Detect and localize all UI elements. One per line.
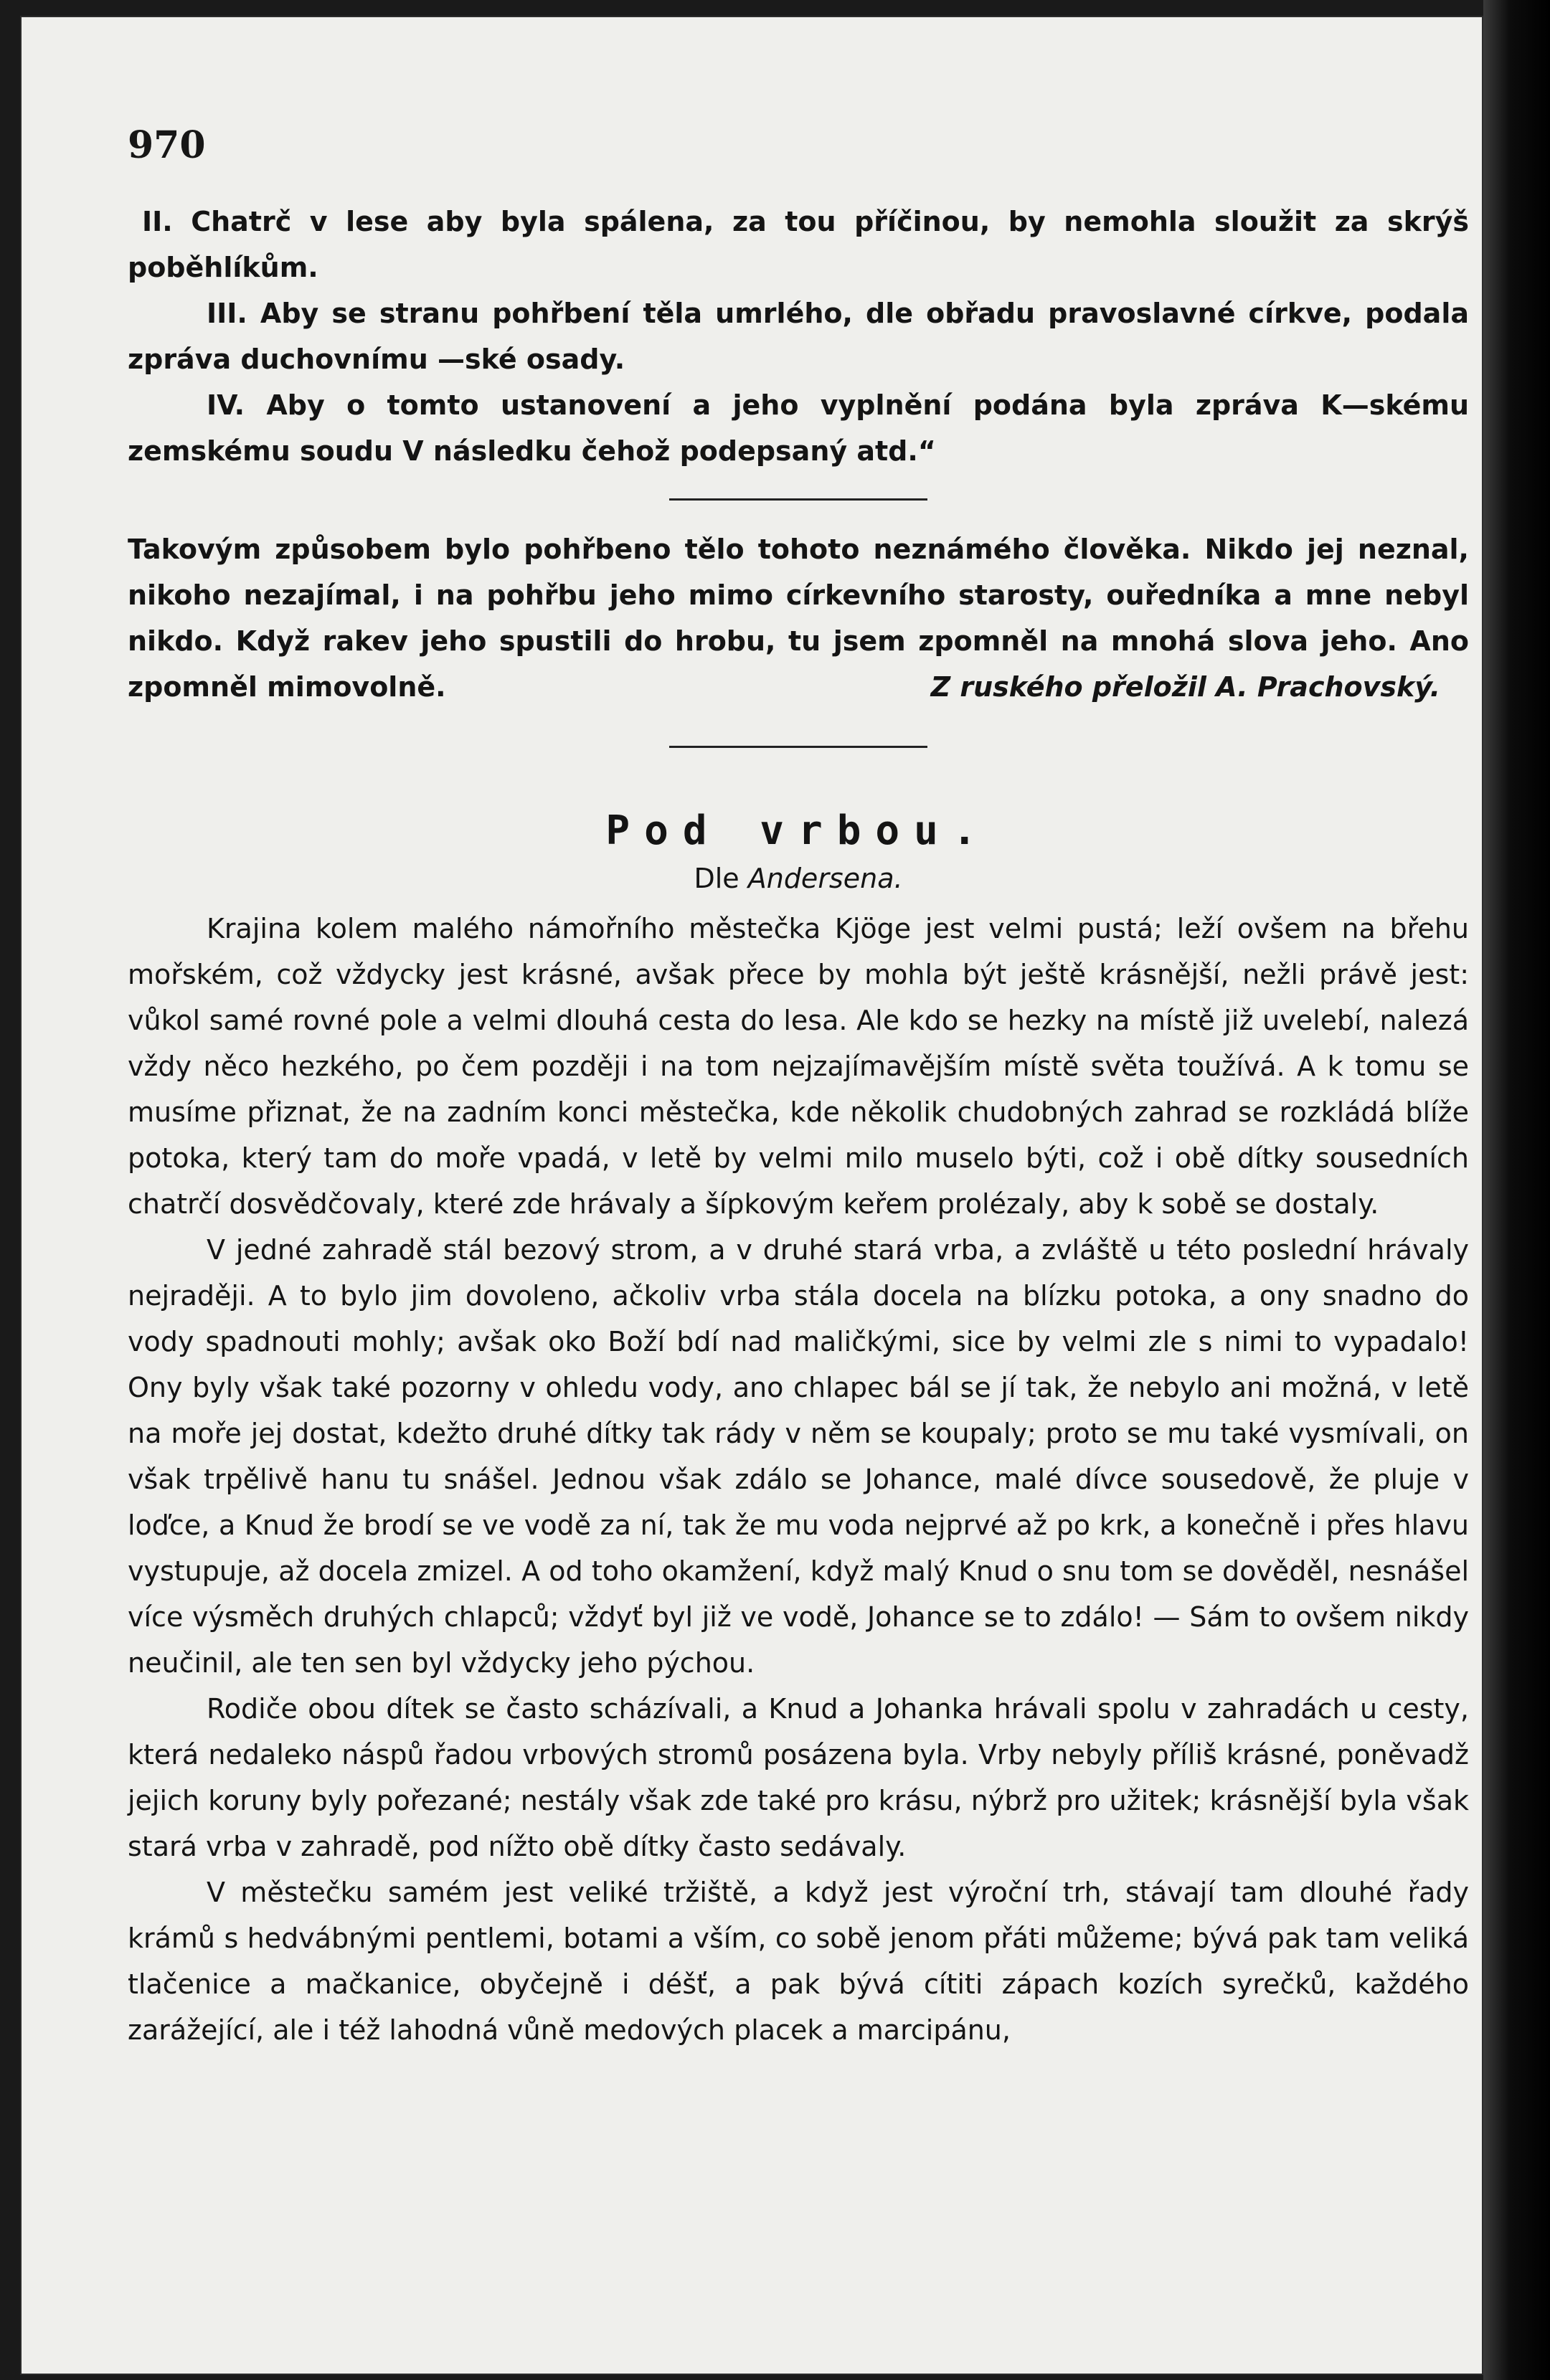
story-divider bbox=[669, 746, 927, 748]
subtitle-author: Andersena. bbox=[747, 863, 903, 894]
scanned-page bbox=[20, 16, 1483, 2375]
story1-attribution: Z ruského přeložil A. Prachovský. bbox=[930, 671, 1440, 703]
decree-item-4: IV. Aby o tomto ustanovení a jeho vyplnění podána byla zpráva K—skému zemskému soudu V následku čehož podepsaný atd.“ bbox=[128, 389, 1469, 467]
story2-paragraph: Krajina kolem malého námořního městečka Kjöge jest velmi pustá; leží ovšem na břehu mořském, což vždycky jest krásné, avšak přece by mohla být ještě krásnější, nežli právě jest: vůkol samé rovné pole a velmi dlouhá cesta do lesa. Ale kdo se hezky na místě již uvelebí, nalezá vždy něco hezkého, po čem později i na tom nejzajímavějším místě světa toužívá. A k tomu se musíme přiznat, že na zadním konci městečka, kde několik chudobných zahrad se rozkládá blíže potoka, který tam do moře vpadá, v letě by velmi milo muselo býti, což i obě dítky sousedních chatrčí dosvědčovaly, které zde hrávaly a šípkovým keřem prolézaly, aby k sobě se dostaly. bbox=[128, 913, 1469, 1220]
decree-item-2: II. Chatrč v lese aby byla spálena, za tou příčinou, by nemohla sloužit za skrýš poběhlíkům. bbox=[128, 206, 1469, 283]
story2-title: Pod vrbou. bbox=[605, 807, 991, 854]
scan-margin bbox=[1483, 0, 1550, 2380]
story1-closing: Takovým způsobem bylo pohřbeno tělo tohoto neznámého člověka. Nikdo jej neznal, nikoho nezajímal, i na pohřbu jeho mimo církevního starosty, ouředníka a mne nebyl nikdo. Když rakev jeho spustili do hrobu, tu jsem zpomněl na mnohá slova jeho. Ano zpomněl mimovolně. bbox=[128, 534, 1469, 703]
page-number: 970 bbox=[128, 123, 206, 167]
story2-paragraph: Rodiče obou dítek se často scházívali, a Knud a Johanka hrávali spolu v zahradách u cesty, která nedaleko náspů řadou vrbových stromů posázena byla. Vrby nebyly příliš krásné, poněvadž jejich koruny byly pořezané; nestály však zde také pro krásu, nýbrž pro užitek; krásnější byla však stará vrba v zahradě, pod nížto obě dítky často sedávaly. bbox=[128, 1693, 1469, 1862]
story2-paragraph: V jedné zahradě stál bezový strom, a v druhé stará vrba, a zvláště u této poslední hrávaly nejraději. A to bylo jim dovoleno, ačkoliv vrba stála docela na blízku potoka, a ony snadno do vody spadnouti mohly; avšak oko Boží bdí nad maličkými, sice by velmi zle s nimi to vypadalo! Ony byly však také pozorny v ohledu vody, ano chlapec bál se jí tak, že nebylo ani možná, v letě na moře jej dostat, kdežto druhé dítky tak rády v něm se koupaly; proto se mu také vysmívali, on však trpělivě hanu tu snášel. Jednou však zdálo se Johance, malé dívce sousedově, že pluje v loďce, a Knud že brodí se ve vodě za ní, tak že mu voda nejprvé až po krk, a konečně i přes hlavu vystupuje, až docela zmizel. A od toho okamžení, když malý Knud o snu tom se dověděl, nesnášel více výsměch druhých chlapců; vždyť byl již ve vodě, Johance se to zdálo! — Sám to ovšem nikdy neučinil, ale ten sen byl vždycky jeho pýchou. bbox=[128, 1234, 1469, 1679]
story2-paragraph: V městečku samém jest veliké tržiště, a když jest výroční trh, stávají tam dlouhé řady krámů s hedvábnými pentlemi, botami a vším, co sobě jenom přáti můžeme; bývá pak tam veliká tlačenice a mačkanice, obyčejně i déšť, a pak bývá cítiti zápach kozích syrečků, každého zarážející, ale i též lahodná vůně medových placek a marcipánu, bbox=[128, 1877, 1469, 2046]
subtitle-prefix: Dle bbox=[694, 863, 739, 894]
section-divider bbox=[669, 498, 927, 501]
decree-item-3: III. Aby se stranu pohřbení těla umrlého, dle obřadu pravoslavné církve, podala zpráva duchovnímu —ské osady. bbox=[128, 298, 1469, 375]
story2-subtitle bbox=[128, 857, 1469, 900]
page-content bbox=[128, 199, 1469, 2053]
